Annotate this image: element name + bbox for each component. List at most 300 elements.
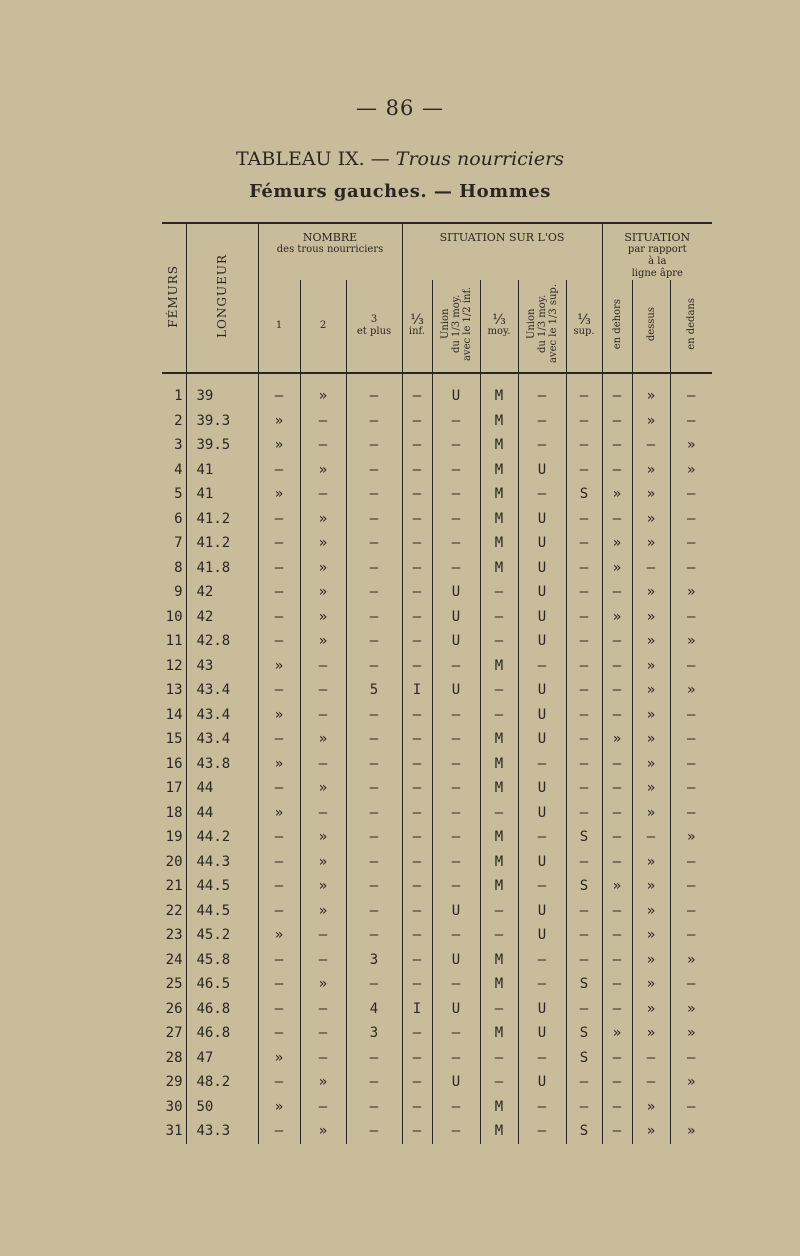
table-row [162,373,712,409]
cell-moy: — [480,580,518,605]
cell-sup: S [566,972,602,997]
cell-inf: — [402,654,432,679]
cell-n1: — [258,373,300,409]
header-situation-ligne [602,224,712,280]
cell-inf: I [402,997,432,1022]
cell-dehors: — [602,654,632,679]
cell-femur-number: 23 [165,927,183,944]
table-row [162,507,712,532]
cell-dessus: » [632,801,670,826]
cell-n1: » [258,703,300,728]
cell-inf: — [402,556,432,581]
cell-sup: S [566,1046,602,1071]
table-row [162,825,712,850]
cell-n2: — [300,409,346,434]
cell-dessus: » [632,874,670,899]
cell-moy: M [480,972,518,997]
cell-union-inf: U [432,948,480,973]
cell-femur-number: 20 [165,853,183,870]
cell-sup: — [566,678,602,703]
cell-union-sup: — [518,1119,566,1144]
cell-n1: — [258,776,300,801]
cell-longueur: 43 [186,654,258,679]
header-n2: 2 [300,280,346,373]
cell-dessus: » [632,409,670,434]
cell-sup: — [566,727,602,752]
table-row [162,801,712,826]
cell-n3: — [346,507,402,532]
cell-union-sup: U [518,580,566,605]
cell-n2: — [300,482,346,507]
table-body [162,373,712,1144]
cell-dedans: » [670,1021,712,1046]
cell-dedans: — [670,1095,712,1120]
table-row [162,727,712,752]
cell-moy: M [480,1021,518,1046]
cell-n2: » [300,458,346,483]
cell-n1: — [258,972,300,997]
cell-union-sup: U [518,556,566,581]
table-row [162,752,712,777]
cell-longueur: 43.4 [186,678,258,703]
cell-moy: M [480,507,518,532]
cell-n2: — [300,703,346,728]
cell-dehors: — [602,580,632,605]
cell-inf: — [402,1095,432,1120]
cell-longueur: 43.8 [186,752,258,777]
cell-sup: S [566,482,602,507]
cell-union-sup: — [518,373,566,409]
cell-inf: — [402,703,432,728]
cell-moy: — [480,997,518,1022]
cell-femur-number: 14 [165,706,183,723]
cell-femur-number: 19 [165,829,183,846]
cell-dedans: — [670,899,712,924]
cell-union-inf: — [432,1021,480,1046]
cell-n3: — [346,1046,402,1071]
table-row [162,776,712,801]
cell-dedans: — [670,605,712,630]
cell-sup: — [566,531,602,556]
table-row [162,997,712,1022]
cell-dedans: — [670,654,712,679]
cell-moy: M [480,874,518,899]
cell-n3: — [346,556,402,581]
cell-dehors: » [602,1021,632,1046]
table-row [162,1046,712,1071]
cell-dedans: — [670,507,712,532]
cell-sup: — [566,776,602,801]
cell-femur-number: 18 [165,804,183,821]
cell-femur-number: 16 [165,755,183,772]
cell-union-sup: U [518,776,566,801]
cell-n2: » [300,1119,346,1144]
cell-union-inf: U [432,1070,480,1095]
cell-dedans: » [670,1119,712,1144]
header-nombre-line1: NOMBRE [302,231,358,244]
cell-dehors: » [602,605,632,630]
cell-inf: — [402,899,432,924]
cell-n1: — [258,825,300,850]
cell-dedans: — [670,373,712,409]
cell-moy: M [480,556,518,581]
cell-n1: — [258,580,300,605]
cell-sup: — [566,752,602,777]
cell-moy: M [480,825,518,850]
cell-n2: — [300,1095,346,1120]
table-row [162,1095,712,1120]
cell-moy: M [480,482,518,507]
cell-dessus: » [632,531,670,556]
cell-femur-number: 10 [165,608,183,625]
cell-moy: — [480,801,518,826]
cell-dehors: — [602,1070,632,1095]
cell-n2: — [300,654,346,679]
header-n3: 3 et plus [346,280,402,373]
cell-moy: M [480,752,518,777]
cell-inf: — [402,752,432,777]
header-nombre-line2: des trous nourriciers [276,244,384,255]
cell-sup: S [566,874,602,899]
table-subtitle: Fémurs gauches. — Hommes [249,181,551,202]
cell-dedans: — [670,776,712,801]
cell-inf: — [402,433,432,458]
cell-femur-number: 22 [165,902,183,919]
cell-femur-number: 29 [165,1074,183,1091]
cell-moy: — [480,1046,518,1071]
cell-n1: — [258,1070,300,1095]
cell-n3: 3 [346,1021,402,1046]
cell-n1: » [258,752,300,777]
cell-inf: — [402,801,432,826]
cell-longueur: 48.2 [186,1070,258,1095]
cell-union-sup: U [518,605,566,630]
cell-dedans: — [670,874,712,899]
cell-inf: — [402,507,432,532]
cell-dehors: — [602,972,632,997]
cell-sup: — [566,801,602,826]
header-femurs: FÉMURS [162,224,186,373]
table-row [162,531,712,556]
cell-longueur: 44 [186,776,258,801]
cell-union-inf: — [432,531,480,556]
cell-union-inf: — [432,972,480,997]
cell-n1: » [258,654,300,679]
cell-union-inf: — [432,433,480,458]
cell-dehors: — [602,997,632,1022]
cell-inf: — [402,1021,432,1046]
header-dessus: dessus [632,280,670,373]
cell-n2: » [300,727,346,752]
cell-inf: — [402,1046,432,1071]
cell-dehors: — [602,948,632,973]
cell-n3: — [346,409,402,434]
cell-dessus: » [632,629,670,654]
cell-n1: — [258,1119,300,1144]
cell-dedans: » [670,678,712,703]
cell-union-inf: — [432,727,480,752]
cell-union-inf: — [432,801,480,826]
cell-moy: — [480,1070,518,1095]
cell-n1: — [258,507,300,532]
cell-dessus: — [632,1046,670,1071]
cell-longueur: 39 [186,373,258,409]
cell-union-inf: — [432,556,480,581]
cell-n3: — [346,458,402,483]
data-table-wrapper [162,222,712,1140]
cell-union-sup: U [518,678,566,703]
cell-inf: I [402,678,432,703]
cell-longueur: 44 [186,801,258,826]
cell-sup: — [566,1070,602,1095]
cell-femur-number: 5 [174,486,183,503]
cell-moy: M [480,458,518,483]
cell-moy: — [480,899,518,924]
cell-sup: — [566,605,602,630]
cell-union-inf: U [432,373,480,409]
cell-femur-number: 21 [165,878,183,895]
table-row [162,433,712,458]
cell-dessus: — [632,433,670,458]
cell-sup: — [566,507,602,532]
cell-n2: — [300,678,346,703]
cell-union-inf: U [432,899,480,924]
cell-n3: — [346,1070,402,1095]
cell-longueur: 41 [186,482,258,507]
cell-dessus: » [632,752,670,777]
cell-femur-number: 31 [165,1123,183,1140]
cell-dedans: — [670,482,712,507]
cell-dedans: — [670,703,712,728]
cell-dehors: » [602,727,632,752]
cell-n3: — [346,373,402,409]
cell-n3: — [346,703,402,728]
cell-n1: » [258,801,300,826]
cell-dehors: — [602,752,632,777]
cell-n1: — [258,948,300,973]
cell-n3: — [346,923,402,948]
cell-n1: — [258,556,300,581]
cell-union-inf: — [432,1046,480,1071]
cell-dessus: » [632,654,670,679]
cell-dehors: — [602,1095,632,1120]
cell-sup: — [566,580,602,605]
cell-sup: — [566,850,602,875]
cell-dehors: » [602,482,632,507]
cell-longueur: 46.8 [186,1021,258,1046]
cell-union-sup: — [518,433,566,458]
cell-sup: — [566,948,602,973]
cell-n1: » [258,433,300,458]
cell-sup: — [566,1095,602,1120]
cell-union-sup: — [518,482,566,507]
cell-femur-number: 30 [165,1098,183,1115]
cell-femur-number: 4 [174,461,183,478]
cell-inf: — [402,531,432,556]
cell-inf: — [402,409,432,434]
header-n1: 1 [258,280,300,373]
cell-longueur: 44.5 [186,874,258,899]
cell-dessus: » [632,482,670,507]
cell-n3: — [346,482,402,507]
table-row [162,899,712,924]
cell-longueur: 41.2 [186,531,258,556]
cell-moy: M [480,433,518,458]
cell-dessus: » [632,605,670,630]
cell-n3: — [346,850,402,875]
cell-union-sup: — [518,1046,566,1071]
cell-inf: — [402,874,432,899]
cell-dedans: — [670,727,712,752]
cell-moy: M [480,531,518,556]
cell-n1: — [258,1021,300,1046]
cell-dessus: » [632,1021,670,1046]
cell-union-sup: U [518,801,566,826]
table-row [162,629,712,654]
cell-inf: — [402,1070,432,1095]
cell-union-inf: — [432,776,480,801]
cell-n3: — [346,433,402,458]
cell-dehors: — [602,923,632,948]
header-nombre [258,224,402,280]
cell-n3: — [346,752,402,777]
cell-dedans: » [670,629,712,654]
cell-dessus: » [632,1119,670,1144]
cell-longueur: 43.4 [186,703,258,728]
cell-femur-number: 3 [174,437,183,454]
cell-n3: — [346,1119,402,1144]
cell-inf: — [402,972,432,997]
table-row [162,605,712,630]
cell-dehors: — [602,1119,632,1144]
cell-moy: M [480,1119,518,1144]
cell-union-inf: — [432,1119,480,1144]
cell-dedans: » [670,1070,712,1095]
cell-n2: » [300,972,346,997]
cell-n2: » [300,531,346,556]
cell-union-sup: U [518,997,566,1022]
cell-n2: » [300,629,346,654]
cell-longueur: 42.8 [186,629,258,654]
cell-n1: » [258,923,300,948]
cell-dehors: » [602,556,632,581]
cell-dessus: » [632,678,670,703]
cell-inf: — [402,629,432,654]
table-row [162,874,712,899]
table-row [162,1070,712,1095]
cell-femur-number: 6 [174,510,183,527]
cell-n3: — [346,531,402,556]
cell-union-sup: U [518,899,566,924]
cell-femur-number: 9 [174,584,183,601]
cell-union-sup: U [518,727,566,752]
header-dedans: en dedans [670,280,712,373]
table-row [162,409,712,434]
cell-n3: — [346,629,402,654]
header-union-sup: Union du 1/3 moy. avec le 1/3 sup. [518,280,566,373]
cell-sup: — [566,556,602,581]
cell-n2: — [300,1046,346,1071]
cell-union-sup: U [518,703,566,728]
cell-dessus: — [632,1070,670,1095]
cell-sup: S [566,825,602,850]
cell-femur-number: 2 [174,412,183,429]
cell-union-inf: — [432,752,480,777]
cell-dedans: » [670,997,712,1022]
header-inf: ⅓ inf. [402,280,432,373]
cell-dessus: » [632,850,670,875]
cell-sup: — [566,433,602,458]
cell-femur-number: 15 [165,731,183,748]
cell-dessus: » [632,373,670,409]
cell-moy: — [480,629,518,654]
cell-dehors: — [602,433,632,458]
cell-inf: — [402,727,432,752]
cell-inf: — [402,580,432,605]
cell-moy: M [480,373,518,409]
cell-dehors: » [602,874,632,899]
cell-dedans: » [670,580,712,605]
cell-dehors: — [602,507,632,532]
cell-n3: — [346,1095,402,1120]
cell-dedans: — [670,923,712,948]
cell-n3: 5 [346,678,402,703]
cell-union-sup: — [518,825,566,850]
cell-dehors: — [602,899,632,924]
cell-union-inf: — [432,1095,480,1120]
cell-union-inf: — [432,482,480,507]
cell-n2: — [300,433,346,458]
cell-femur-number: 11 [165,633,183,650]
cell-union-inf: U [432,605,480,630]
cell-union-inf: — [432,458,480,483]
cell-dessus: » [632,776,670,801]
cell-dedans: — [670,801,712,826]
cell-union-sup: — [518,874,566,899]
cell-dedans: — [670,850,712,875]
cell-union-sup: U [518,531,566,556]
cell-longueur: 43.4 [186,727,258,752]
cell-inf: — [402,482,432,507]
cell-moy: M [480,850,518,875]
table-title-prefix: TABLEAU IX. — [236,148,390,170]
cell-dessus: » [632,1095,670,1120]
cell-union-sup: — [518,948,566,973]
cell-longueur: 39.5 [186,433,258,458]
cell-dessus: » [632,923,670,948]
cell-n2: » [300,776,346,801]
cell-n1: » [258,1095,300,1120]
cell-n3: — [346,874,402,899]
cell-moy: M [480,776,518,801]
cell-sup: — [566,899,602,924]
cell-union-sup: U [518,458,566,483]
header-longueur: LONGUEUR [186,224,258,373]
cell-n3: — [346,776,402,801]
cell-inf: — [402,923,432,948]
cell-sup: — [566,373,602,409]
cell-longueur: 41 [186,458,258,483]
cell-n2: » [300,507,346,532]
cell-moy: M [480,654,518,679]
cell-sup: — [566,703,602,728]
cell-moy: M [480,727,518,752]
cell-dehors: — [602,850,632,875]
data-table [162,224,712,1144]
cell-n1: » [258,1046,300,1071]
cell-femur-number: 26 [165,1000,183,1017]
cell-union-inf: — [432,874,480,899]
